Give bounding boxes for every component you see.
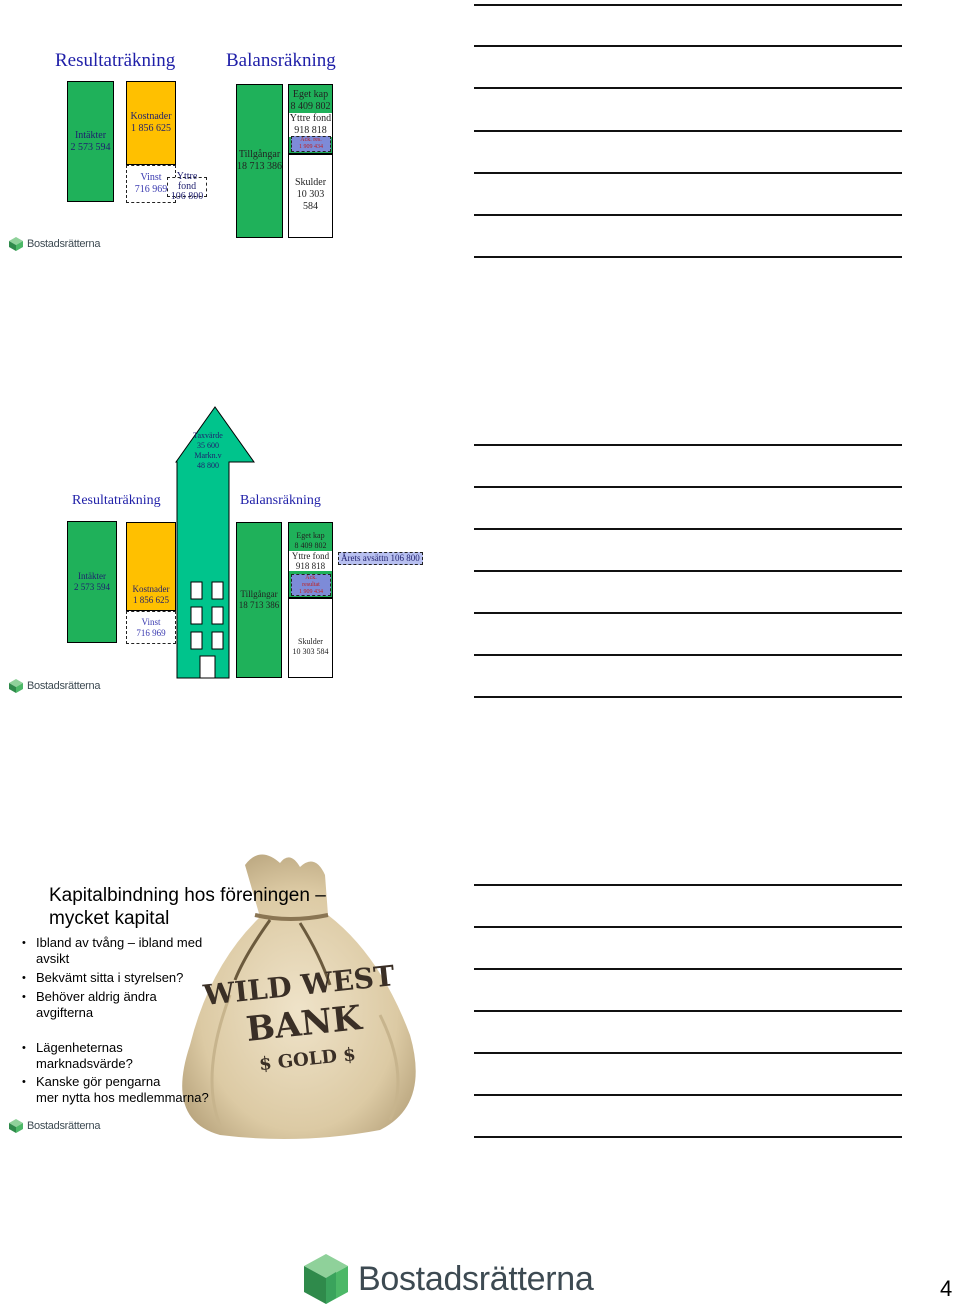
note-line: [474, 45, 902, 47]
note-line: [474, 696, 902, 698]
footer-logo-text: Bostadsrätterna: [358, 1259, 594, 1298]
slide1-yttrefond-label: Yttre fond: [289, 113, 332, 124]
bag-text-line3: $ GOLD $: [258, 1044, 357, 1076]
slide3-bullet-1: [36, 935, 202, 967]
note-line: [474, 444, 902, 446]
slide1-intakter-value: 2 573 594: [70, 141, 111, 153]
slide2-taxvarde-label: Taxvärde: [193, 431, 223, 440]
slide2-intakter-value: 2 573 594: [74, 582, 110, 592]
slide1-yttrefond-value: 918 818: [289, 125, 332, 137]
logo-cube-icon: [302, 1252, 350, 1306]
slide2-tillgangar-label: Tillgångar: [240, 589, 278, 599]
slide2-title-resultatrakning: Resultaträkning: [72, 493, 161, 508]
slide3-bullet-2-line1: • Bekvämt sitta i styrelsen?: [36, 970, 184, 985]
slide1-egetkap-value: 8 409 802: [290, 101, 331, 112]
slide1-kostnader-value: 1 856 625: [131, 123, 171, 134]
logo-cube-icon: [8, 678, 24, 694]
slide2-taxvarde-text: [185, 431, 231, 471]
note-line: [474, 256, 902, 258]
slide2-vinst-box: [126, 611, 176, 644]
note-line: [474, 528, 902, 530]
slide3-bullet-1-line1: • Ibland av tvång – ibland med: [36, 935, 203, 950]
slide3-bullet-4-line1: • Lägenheternas: [36, 1040, 123, 1055]
slide1-tillgangar-value: 18 713 386: [237, 161, 282, 172]
slide1-intakter-bar: [67, 81, 114, 202]
slide2-vinst-label: Vinst: [141, 616, 161, 627]
slide1-skulder-bar: [288, 154, 333, 238]
note-line: [474, 214, 902, 216]
slide3-bullet-5: [36, 1074, 209, 1106]
slide2-kostnader-label: Kostnader: [132, 584, 170, 594]
note-line: [474, 486, 902, 488]
slide1-skulder-value: 10 303 584: [296, 189, 325, 212]
slide3-bullet-2: [36, 970, 183, 986]
slide1-skulder-label: Skulder: [294, 177, 327, 188]
slide1-title-resultatrakning: Resultaträkning: [55, 50, 176, 71]
note-line: [474, 4, 902, 6]
slide1-yttrefond-small-value: 106 800: [170, 191, 204, 202]
slide2-taxvarde-value: 35 600: [197, 441, 219, 450]
slide3-bullet-3-line2: avgifterna: [36, 1005, 94, 1020]
slide2-resultat-label: resultat: [302, 581, 320, 588]
slide2-title-balansrakning: Balansräkning: [240, 493, 321, 508]
note-line: [474, 87, 902, 89]
bag-text-line1: WILD WEST: [201, 959, 397, 1013]
slide3-heading-line1: Kapitalbindning hos föreningen –: [49, 885, 326, 906]
slide1-egetkap-label: Eget kap: [292, 89, 329, 100]
slide1-yttrefond-small-label: Yttre fond: [176, 171, 198, 192]
logo-cube-icon: [8, 236, 24, 252]
slide2-intakter-bar: [67, 521, 117, 643]
slide2-ack-label: Ack.: [305, 574, 317, 581]
slide3-heading: [49, 884, 326, 930]
slide1-ack-resultat-box: [291, 136, 331, 152]
slide2-skulder-value: 10 303 584: [292, 647, 329, 656]
note-line: [474, 570, 902, 572]
slide3-bullet-5-line2: mer nytta hos medlemmarna?: [36, 1090, 209, 1105]
note-line: [474, 130, 902, 132]
note-line: [474, 968, 902, 970]
slide1-yttrefond-small: [167, 171, 207, 202]
slide2-ack-resultat-value: 1 909 434: [299, 588, 323, 595]
slide1-kostnader-bar: [126, 81, 176, 165]
note-line: [474, 1010, 902, 1012]
note-line: [474, 654, 902, 656]
slide2-logo: [8, 678, 100, 694]
slide2-logo-text: Bostadsrätterna: [27, 680, 101, 692]
slide2-vinst-value: 716 969: [136, 627, 166, 638]
slide2-egetkap-value: 8 409 802: [294, 541, 327, 550]
slide2-arets-avsattn-box: Årets avsättn 106 800: [338, 552, 423, 565]
slide2-yttrefond-value: 918 818: [289, 561, 332, 571]
logo-cube-icon: [8, 1118, 24, 1134]
slide2-kostnader-value: 1 856 625: [133, 595, 169, 605]
note-line: [474, 1052, 902, 1054]
page-number: 4: [940, 1276, 953, 1301]
slide1-ack-resultat-value: 1 909 434: [299, 144, 323, 150]
slide2-kostnader-bar: [126, 522, 176, 611]
slide1-kostnader-label: Kostnader: [130, 111, 172, 122]
slide2-intakter-label: Intäkter: [78, 571, 106, 581]
slide2-marknv-label: Markn.v: [194, 451, 222, 460]
slide3-heading-line2: mycket kapital: [49, 908, 170, 929]
slide3-bullet-5-line1: • Kanske gör pengarna: [36, 1074, 161, 1089]
slide1-intakter-label: Intäkter: [74, 129, 107, 141]
slide2-marknv-value: 48 800: [197, 461, 219, 470]
slide2-skulder-label: Skulder: [298, 637, 323, 646]
note-line: [474, 1094, 902, 1096]
slide1-tillgangar-bar: [236, 84, 283, 238]
slide1-vinst-value: 716 969: [134, 184, 168, 195]
slide3-bullet-1-line2: avsikt: [36, 951, 70, 966]
slide3-bullet-3-line1: • Behöver aldrig ändra: [36, 989, 157, 1004]
slide3-bullet-4: [36, 1040, 133, 1072]
slide2-egetkap-label: Eget kap: [296, 531, 325, 540]
slide1-tillgangar-label: Tillgångar: [238, 149, 281, 160]
slide1-ack-resultat-label: Ack. res.: [300, 137, 322, 143]
slide3-bullet-3: [36, 989, 157, 1021]
slide1-logo: [8, 236, 100, 252]
footer-logo: [302, 1252, 594, 1306]
slide2-ack-resultat-box: [291, 574, 331, 596]
note-line: [474, 926, 902, 928]
slide1-title-balansrakning: Balansräkning: [226, 50, 336, 71]
slide2-tillgangar-bar: [236, 522, 282, 678]
note-line: [474, 884, 902, 886]
slide2-skulder-bar: [288, 598, 333, 678]
note-line: [474, 1136, 902, 1138]
slide1-logo-text: Bostadsrätterna: [27, 238, 101, 250]
note-line: [474, 612, 902, 614]
slide3-bullet-4-line2: marknadsvärde?: [36, 1056, 133, 1071]
slide2-tillgangar-value: 18 713 386: [238, 600, 280, 610]
bag-text-line2: BANK: [244, 998, 364, 1051]
slide3-logo: [8, 1118, 100, 1134]
note-line: [474, 172, 902, 174]
slide2-yttrefond-label: Yttre fond: [289, 551, 332, 561]
slide3-logo-text: Bostadsrätterna: [27, 1120, 101, 1132]
slide1-vinst-label: Vinst: [140, 172, 162, 183]
